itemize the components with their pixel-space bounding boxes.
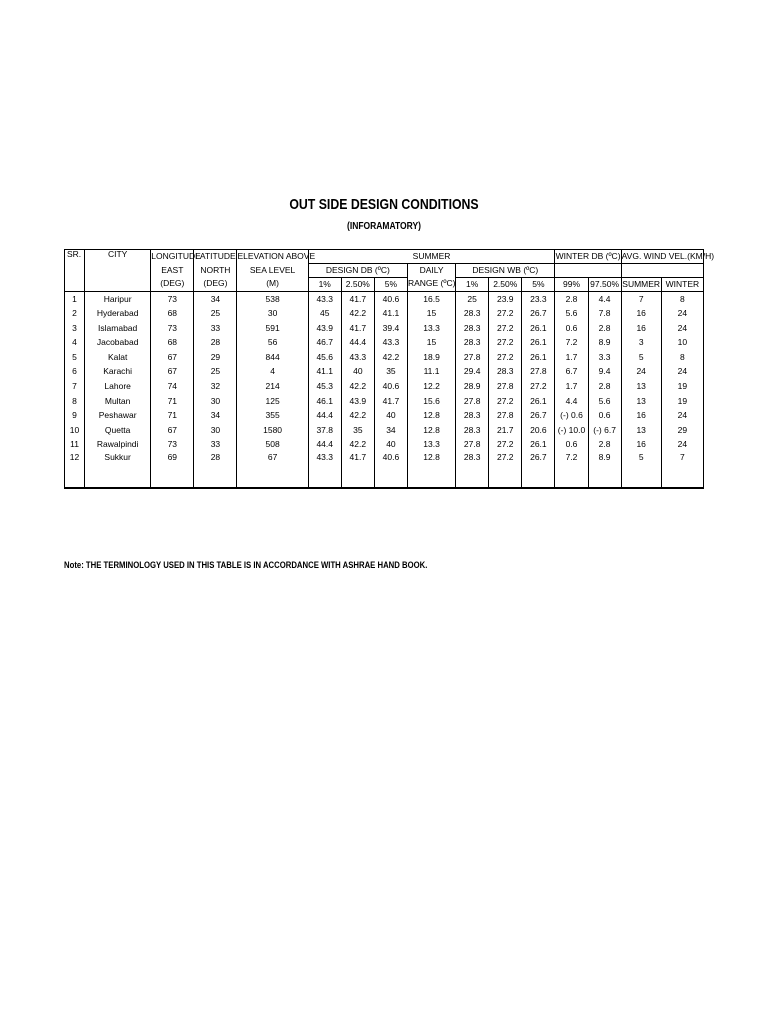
header-longitude-2: EAST (151, 264, 194, 278)
cell-db-1: 45.3 (308, 380, 341, 395)
cell-wind-winter: 19 (661, 394, 703, 409)
cell-db-2-5: 42.2 (341, 409, 374, 424)
cell-sr: 6 (65, 365, 85, 380)
cell-db-2-5: 42.2 (341, 307, 374, 322)
cell-elevation: 508 (237, 438, 308, 453)
cell-db-5: 42.2 (374, 350, 407, 365)
cell-wb-5: 26.1 (522, 321, 555, 336)
cell-city: Kalat (85, 350, 151, 365)
cell-longitude: 67 (151, 423, 194, 438)
cell-wb-1: 28.3 (456, 321, 489, 336)
header-elevation: ELEVATION ABOVE (237, 250, 308, 264)
cell-wb-1: 28.3 (456, 423, 489, 438)
cell-elevation: 355 (237, 409, 308, 424)
cell-latitude: 29 (194, 350, 237, 365)
cell-wb-5: 26.7 (522, 453, 555, 488)
cell-latitude: 34 (194, 409, 237, 424)
header-db-1: 1% (308, 278, 341, 292)
cell-winter-99: (-) 10.0 (555, 423, 588, 438)
cell-city: Peshawar (85, 409, 151, 424)
cell-daily-range: 12.8 (407, 409, 455, 424)
cell-elevation: 4 (237, 365, 308, 380)
cell-elevation: 538 (237, 292, 308, 307)
page-title: OUT SIDE DESIGN CONDITIONS (289, 196, 479, 213)
header-latitude-3: (DEG) (194, 278, 237, 292)
cell-wind-summer: 5 (621, 453, 661, 488)
table-row (65, 321, 704, 336)
header-wb-5: 5% (522, 278, 555, 292)
cell-db-5: 41.7 (374, 394, 407, 409)
cell-db-1: 43.3 (308, 453, 341, 488)
cell-city: Karachi (85, 365, 151, 380)
cell-wb-5: 26.1 (522, 350, 555, 365)
cell-db-2-5: 44.4 (341, 336, 374, 351)
cell-db-1: 45.6 (308, 350, 341, 365)
table-row (65, 409, 704, 424)
cell-latitude: 33 (194, 321, 237, 336)
header-design-db: DESIGN DB (ºC) (308, 264, 407, 278)
cell-wind-summer: 16 (621, 307, 661, 322)
cell-wind-summer: 16 (621, 438, 661, 453)
cell-db-1: 44.4 (308, 438, 341, 453)
cell-wind-summer: 24 (621, 365, 661, 380)
cell-db-1: 46.7 (308, 336, 341, 351)
cell-elevation: 214 (237, 380, 308, 395)
cell-wind-winter: 19 (661, 380, 703, 395)
table-row (65, 380, 704, 395)
cell-latitude: 25 (194, 365, 237, 380)
cell-wb-5: 26.7 (522, 409, 555, 424)
cell-wind-winter: 24 (661, 307, 703, 322)
cell-wind-summer: 5 (621, 350, 661, 365)
header-wind: AVG. WIND VEL.(KM/H) (621, 250, 703, 264)
design-conditions-table (64, 249, 715, 489)
table-row (65, 307, 704, 322)
cell-wb-1: 28.3 (456, 336, 489, 351)
cell-db-2-5: 40 (341, 365, 374, 380)
cell-db-2-5: 43.3 (341, 350, 374, 365)
cell-wb-2-5: 27.2 (489, 438, 522, 453)
cell-db-2-5: 43.9 (341, 394, 374, 409)
cell-longitude: 73 (151, 438, 194, 453)
cell-wb-5: 26.1 (522, 336, 555, 351)
cell-elevation: 30 (237, 307, 308, 322)
cell-wb-5: 27.2 (522, 380, 555, 395)
cell-wb-2-5: 23.9 (489, 292, 522, 307)
cell-wind-summer: 13 (621, 423, 661, 438)
cell-city: Hyderabad (85, 307, 151, 322)
cell-wind-summer: 16 (621, 321, 661, 336)
cell-wb-1: 28.3 (456, 409, 489, 424)
cell-longitude: 71 (151, 409, 194, 424)
cell-db-2-5: 42.2 (341, 438, 374, 453)
cell-daily-range: 11.1 (407, 365, 455, 380)
cell-sr: 5 (65, 350, 85, 365)
header-winter-spacer (555, 264, 621, 278)
cell-wind-winter: 8 (661, 292, 703, 307)
cell-longitude: 68 (151, 336, 194, 351)
cell-wb-5: 26.1 (522, 394, 555, 409)
cell-longitude: 67 (151, 365, 194, 380)
cell-wb-1: 28.3 (456, 453, 489, 488)
cell-city: Lahore (85, 380, 151, 395)
cell-wb-1: 28.3 (456, 307, 489, 322)
cell-latitude: 28 (194, 453, 237, 488)
cell-wb-5: 26.1 (522, 438, 555, 453)
cell-wb-2-5: 21.7 (489, 423, 522, 438)
cell-daily-range: 16.5 (407, 292, 455, 307)
cell-wb-5: 20.6 (522, 423, 555, 438)
cell-longitude: 73 (151, 292, 194, 307)
table-row (65, 336, 704, 351)
cell-daily-range: 15.6 (407, 394, 455, 409)
cell-wb-2-5: 27.2 (489, 453, 522, 488)
cell-db-5: 41.1 (374, 307, 407, 322)
cell-wind-summer: 3 (621, 336, 661, 351)
table-row (65, 365, 704, 380)
cell-sr: 12 (65, 453, 85, 488)
cell-db-1: 43.9 (308, 321, 341, 336)
cell-db-5: 34 (374, 423, 407, 438)
cell-latitude: 25 (194, 307, 237, 322)
cell-elevation: 125 (237, 394, 308, 409)
cell-city: Sukkur (85, 453, 151, 488)
cell-latitude: 28 (194, 336, 237, 351)
cell-winter-97-5: 3.3 (588, 350, 621, 365)
cell-elevation: 67 (237, 453, 308, 488)
header-wb-2-5: 2.50% (489, 278, 522, 292)
cell-sr: 10 (65, 423, 85, 438)
cell-longitude: 69 (151, 453, 194, 488)
cell-db-1: 37.8 (308, 423, 341, 438)
cell-wb-2-5: 27.8 (489, 380, 522, 395)
header-latitude-2: NORTH (194, 264, 237, 278)
cell-winter-99: 4.4 (555, 394, 588, 409)
cell-winter-97-5: 2.8 (588, 380, 621, 395)
cell-city: Jacobabad (85, 336, 151, 351)
cell-wind-winter: 24 (661, 409, 703, 424)
cell-db-1: 44.4 (308, 409, 341, 424)
header-wb-1: 1% (456, 278, 489, 292)
cell-daily-range: 13.3 (407, 438, 455, 453)
cell-db-5: 35 (374, 365, 407, 380)
table-row (65, 438, 704, 453)
cell-wb-2-5: 27.8 (489, 409, 522, 424)
cell-sr: 8 (65, 394, 85, 409)
header-elevation-3: (M) (237, 278, 308, 292)
cell-winter-99: 0.6 (555, 438, 588, 453)
cell-winter-97-5: 7.8 (588, 307, 621, 322)
cell-winter-97-5: 2.8 (588, 438, 621, 453)
header-longitude-3: (DEG) (151, 278, 194, 292)
cell-longitude: 67 (151, 350, 194, 365)
cell-winter-99: 2.8 (555, 292, 588, 307)
cell-wind-winter: 10 (661, 336, 703, 351)
cell-daily-range: 15 (407, 307, 455, 322)
cell-wind-summer: 16 (621, 409, 661, 424)
cell-wind-summer: 7 (621, 292, 661, 307)
cell-db-2-5: 42.2 (341, 380, 374, 395)
cell-daily-range: 12.2 (407, 380, 455, 395)
cell-db-1: 41.1 (308, 365, 341, 380)
cell-sr: 9 (65, 409, 85, 424)
cell-city: Haripur (85, 292, 151, 307)
cell-wind-winter: 8 (661, 350, 703, 365)
header-wind-spacer (621, 264, 703, 278)
header-summer: SUMMER (308, 250, 555, 264)
cell-db-5: 40.6 (374, 380, 407, 395)
cell-daily-range: 12.8 (407, 453, 455, 488)
cell-winter-99: 7.2 (555, 336, 588, 351)
table-row (65, 394, 704, 409)
cell-wb-5: 27.8 (522, 365, 555, 380)
header-row-1 (65, 250, 704, 264)
cell-winter-99: 5.6 (555, 307, 588, 322)
cell-city: Islamabad (85, 321, 151, 336)
cell-wb-5: 23.3 (522, 292, 555, 307)
cell-wb-2-5: 27.2 (489, 394, 522, 409)
cell-wb-1: 29.4 (456, 365, 489, 380)
cell-elevation: 1580 (237, 423, 308, 438)
cell-sr: 11 (65, 438, 85, 453)
cell-db-5: 40.6 (374, 292, 407, 307)
cell-elevation: 844 (237, 350, 308, 365)
cell-wb-1: 27.8 (456, 438, 489, 453)
cell-winter-97-5: (-) 6.7 (588, 423, 621, 438)
cell-sr: 2 (65, 307, 85, 322)
header-winter-99: 99% (555, 278, 588, 292)
cell-db-2-5: 41.7 (341, 453, 374, 488)
cell-city: Rawalpindi (85, 438, 151, 453)
header-longitude: LONGITUDE (151, 250, 194, 264)
cell-sr: 1 (65, 292, 85, 307)
cell-wb-2-5: 27.2 (489, 307, 522, 322)
cell-sr: 4 (65, 336, 85, 351)
cell-winter-99: (-) 0.6 (555, 409, 588, 424)
cell-winter-97-5: 2.8 (588, 321, 621, 336)
table-row (65, 292, 704, 307)
header-wind-summer: SUMMER (621, 278, 661, 292)
cell-wb-2-5: 28.3 (489, 365, 522, 380)
header-daily-range: RANGE (ºC) (407, 278, 455, 292)
cell-db-2-5: 41.7 (341, 321, 374, 336)
cell-db-1: 46.1 (308, 394, 341, 409)
cell-sr: 7 (65, 380, 85, 395)
page-subtitle: (INFORAMATORY) (347, 221, 421, 232)
cell-wind-winter: 29 (661, 423, 703, 438)
cell-wind-winter: 24 (661, 365, 703, 380)
cell-wind-winter: 7 (661, 453, 703, 488)
cell-daily-range: 12.8 (407, 423, 455, 438)
header-elevation-2: SEA LEVEL (237, 264, 308, 278)
cell-winter-97-5: 8.9 (588, 453, 621, 488)
cell-wb-2-5: 27.2 (489, 321, 522, 336)
footnote: Note: THE TERMINOLOGY USED IN THIS TABLE IS IN ACCORDANCE WITH ASHRAE HAND BOOK. (64, 560, 428, 570)
cell-winter-99: 6.7 (555, 365, 588, 380)
cell-wind-winter: 24 (661, 438, 703, 453)
cell-db-2-5: 35 (341, 423, 374, 438)
cell-daily-range: 15 (407, 336, 455, 351)
cell-longitude: 71 (151, 394, 194, 409)
header-db-2-5: 2.50% (341, 278, 374, 292)
cell-winter-97-5: 0.6 (588, 409, 621, 424)
cell-db-2-5: 41.7 (341, 292, 374, 307)
header-row-2 (65, 264, 704, 278)
header-winter-db: WINTER DB (ºC) (555, 250, 621, 264)
header-design-wb: DESIGN WB (ºC) (456, 264, 555, 278)
cell-winter-97-5: 8.9 (588, 336, 621, 351)
cell-winter-97-5: 9.4 (588, 365, 621, 380)
header-row-3 (65, 278, 704, 292)
header-wind-winter: WINTER (661, 278, 703, 292)
table-row (65, 453, 704, 488)
cell-wind-summer: 13 (621, 394, 661, 409)
cell-wb-2-5: 27.2 (489, 336, 522, 351)
header-latitude: LATITUDE (194, 250, 237, 264)
cell-latitude: 30 (194, 423, 237, 438)
cell-winter-99: 1.7 (555, 350, 588, 365)
cell-db-1: 45 (308, 307, 341, 322)
cell-longitude: 73 (151, 321, 194, 336)
cell-wb-2-5: 27.2 (489, 350, 522, 365)
cell-latitude: 33 (194, 438, 237, 453)
cell-daily-range: 18.9 (407, 350, 455, 365)
cell-longitude: 74 (151, 380, 194, 395)
cell-db-5: 43.3 (374, 336, 407, 351)
table-row (65, 350, 704, 365)
cell-db-5: 40 (374, 409, 407, 424)
cell-wb-1: 27.8 (456, 350, 489, 365)
header-db-5: 5% (374, 278, 407, 292)
cell-wb-1: 27.8 (456, 394, 489, 409)
cell-winter-97-5: 4.4 (588, 292, 621, 307)
cell-winter-97-5: 5.6 (588, 394, 621, 409)
cell-winter-99: 1.7 (555, 380, 588, 395)
cell-db-5: 40 (374, 438, 407, 453)
cell-latitude: 34 (194, 292, 237, 307)
cell-wind-winter: 24 (661, 321, 703, 336)
cell-wb-5: 26.7 (522, 307, 555, 322)
cell-elevation: 591 (237, 321, 308, 336)
header-winter-97-5: 97.50% (588, 278, 621, 292)
cell-db-1: 43.3 (308, 292, 341, 307)
cell-elevation: 56 (237, 336, 308, 351)
cell-longitude: 68 (151, 307, 194, 322)
cell-winter-99: 0.6 (555, 321, 588, 336)
header-city: CITY (85, 250, 151, 292)
cell-city: Multan (85, 394, 151, 409)
cell-sr: 3 (65, 321, 85, 336)
cell-city: Quetta (85, 423, 151, 438)
cell-wb-1: 28.9 (456, 380, 489, 395)
cell-wb-1: 25 (456, 292, 489, 307)
header-daily: DAILY (407, 264, 455, 278)
table-body (65, 292, 704, 488)
table-row (65, 423, 704, 438)
header-sr: SR. (65, 250, 85, 292)
cell-latitude: 30 (194, 394, 237, 409)
cell-db-5: 40.6 (374, 453, 407, 488)
cell-db-5: 39.4 (374, 321, 407, 336)
cell-winter-99: 7.2 (555, 453, 588, 488)
cell-daily-range: 13.3 (407, 321, 455, 336)
cell-latitude: 32 (194, 380, 237, 395)
cell-wind-summer: 13 (621, 380, 661, 395)
